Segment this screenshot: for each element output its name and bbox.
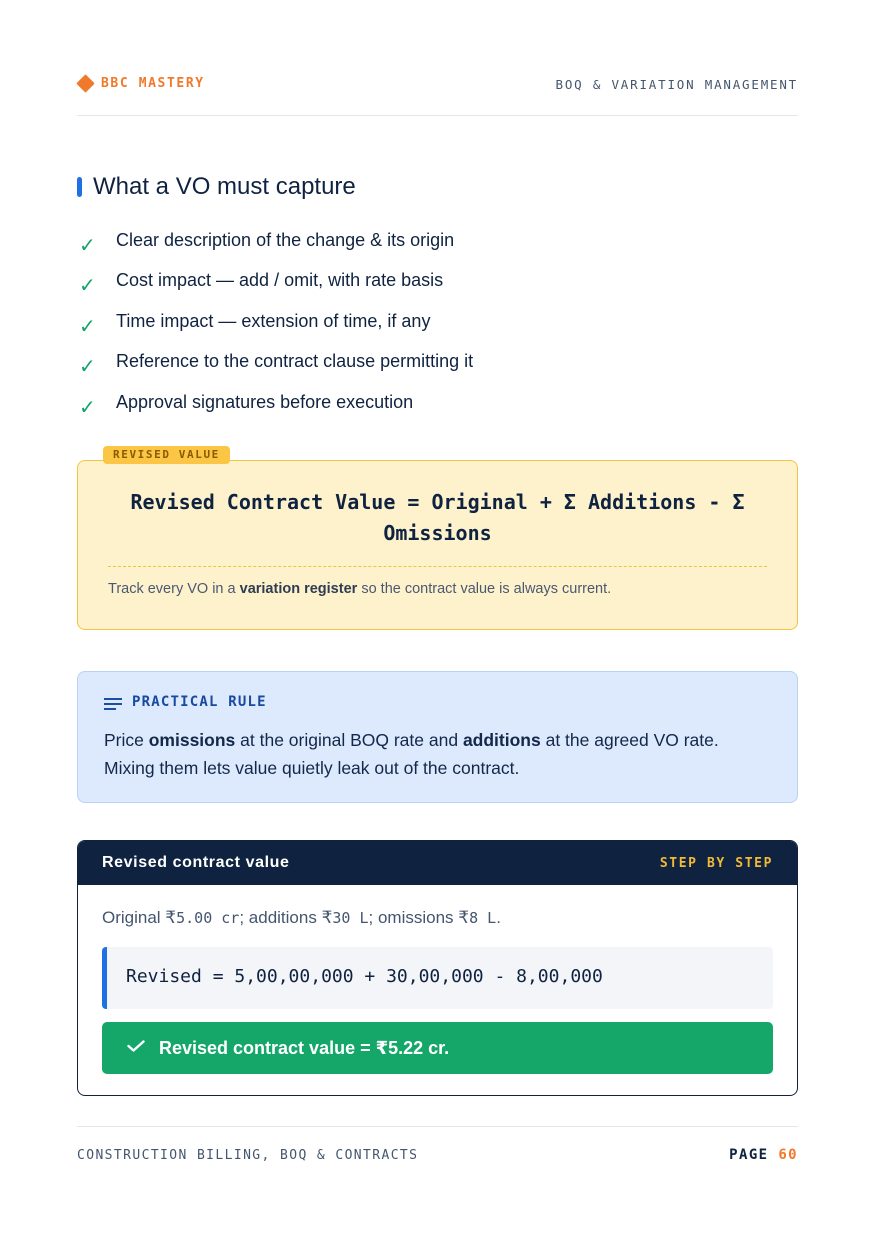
given-label: ; omissions ₹ <box>368 908 470 927</box>
given-end: . <box>496 908 501 927</box>
checklist-item-text: Reference to the contract clause permitting it <box>116 351 474 372</box>
step-by-step-card <box>77 840 798 1096</box>
page-footer <box>77 1126 798 1166</box>
dashed-divider <box>108 566 767 567</box>
given-label: Original ₹ <box>102 908 177 927</box>
result-text: Revised contract value = ₹5.22 cr. <box>159 1037 450 1058</box>
lines-icon <box>104 698 122 711</box>
additions-value: 30 L <box>332 909 369 927</box>
checkmark-icon: ✓ <box>79 356 96 379</box>
note-text: so the contract value is always current. <box>357 581 612 597</box>
step-card-header <box>78 841 797 885</box>
checkmark-icon: ✓ <box>79 396 96 419</box>
given-label: ; additions ₹ <box>239 908 333 927</box>
checklist-item <box>77 222 473 263</box>
section-name: BOQ & VARIATION MANAGEMENT <box>555 77 798 92</box>
rule-text-part: at the original BOQ rate and <box>235 730 463 750</box>
checklist-item <box>77 344 473 385</box>
calculation-text: Revised = 5,00,00,000 + 30,00,000 - 8,00,000 <box>126 966 603 987</box>
brand-name: BBC MASTERY <box>101 76 205 91</box>
practical-rule-label: PRACTICAL RULE <box>132 694 267 710</box>
capture-checklist <box>77 222 473 425</box>
checklist-item <box>77 384 473 425</box>
checkmark-icon <box>127 1040 145 1052</box>
heading-accent-bar <box>77 177 82 197</box>
checklist-item-text: Time impact — extension of time, if any <box>116 310 431 331</box>
note-text: Track every VO in a <box>108 581 240 597</box>
checklist-item-text: Clear description of the change & its origin <box>116 229 455 250</box>
checkmark-icon: ✓ <box>79 234 96 257</box>
note-bold-text: variation register <box>239 581 358 597</box>
revised-value-note <box>108 581 611 597</box>
original-value: 5.00 cr <box>176 909 240 927</box>
capture-heading <box>77 173 356 201</box>
practical-rule-text <box>104 726 774 782</box>
step-card-title: Revised contract value <box>102 854 290 871</box>
checklist-item <box>77 263 473 304</box>
rule-text-part: at the agreed VO rate. Mixing them lets value quietly leak out of the contract. <box>104 730 719 778</box>
calculation-box <box>102 947 773 1009</box>
given-values <box>102 908 501 928</box>
capture-title: What a VO must capture <box>93 173 356 200</box>
checklist-item-text: Approval signatures before execution <box>116 391 414 412</box>
rule-bold-omissions: omissions <box>148 730 236 750</box>
practical-rule-header <box>104 694 267 710</box>
step-by-step-tag: STEP BY STEP <box>659 856 773 871</box>
checklist-item <box>77 303 473 344</box>
page-number <box>729 1147 798 1163</box>
omissions-value: 8 L <box>469 909 497 927</box>
brand <box>77 76 205 91</box>
checkmark-icon: ✓ <box>79 275 96 298</box>
revised-value-tag: REVISED VALUE <box>103 446 230 464</box>
revised-value-formula: Revised Contract Value = Original + Σ Additions - Σ Omissions <box>130 490 745 545</box>
checklist-item-text: Cost impact — add / omit, with rate basis <box>116 270 444 291</box>
diamond-icon <box>76 74 94 92</box>
rule-bold-additions: additions <box>462 730 541 750</box>
page-label: PAGE <box>729 1147 769 1163</box>
book-title: CONSTRUCTION BILLING, BOQ & CONTRACTS <box>77 1148 419 1163</box>
page-number-value: 60 <box>778 1147 798 1163</box>
rule-text-part: Price <box>104 730 149 750</box>
page-header <box>77 76 798 116</box>
result-banner <box>102 1022 773 1074</box>
checkmark-icon: ✓ <box>79 315 96 338</box>
practical-rule-box <box>77 671 798 803</box>
revised-value-box <box>77 460 798 630</box>
